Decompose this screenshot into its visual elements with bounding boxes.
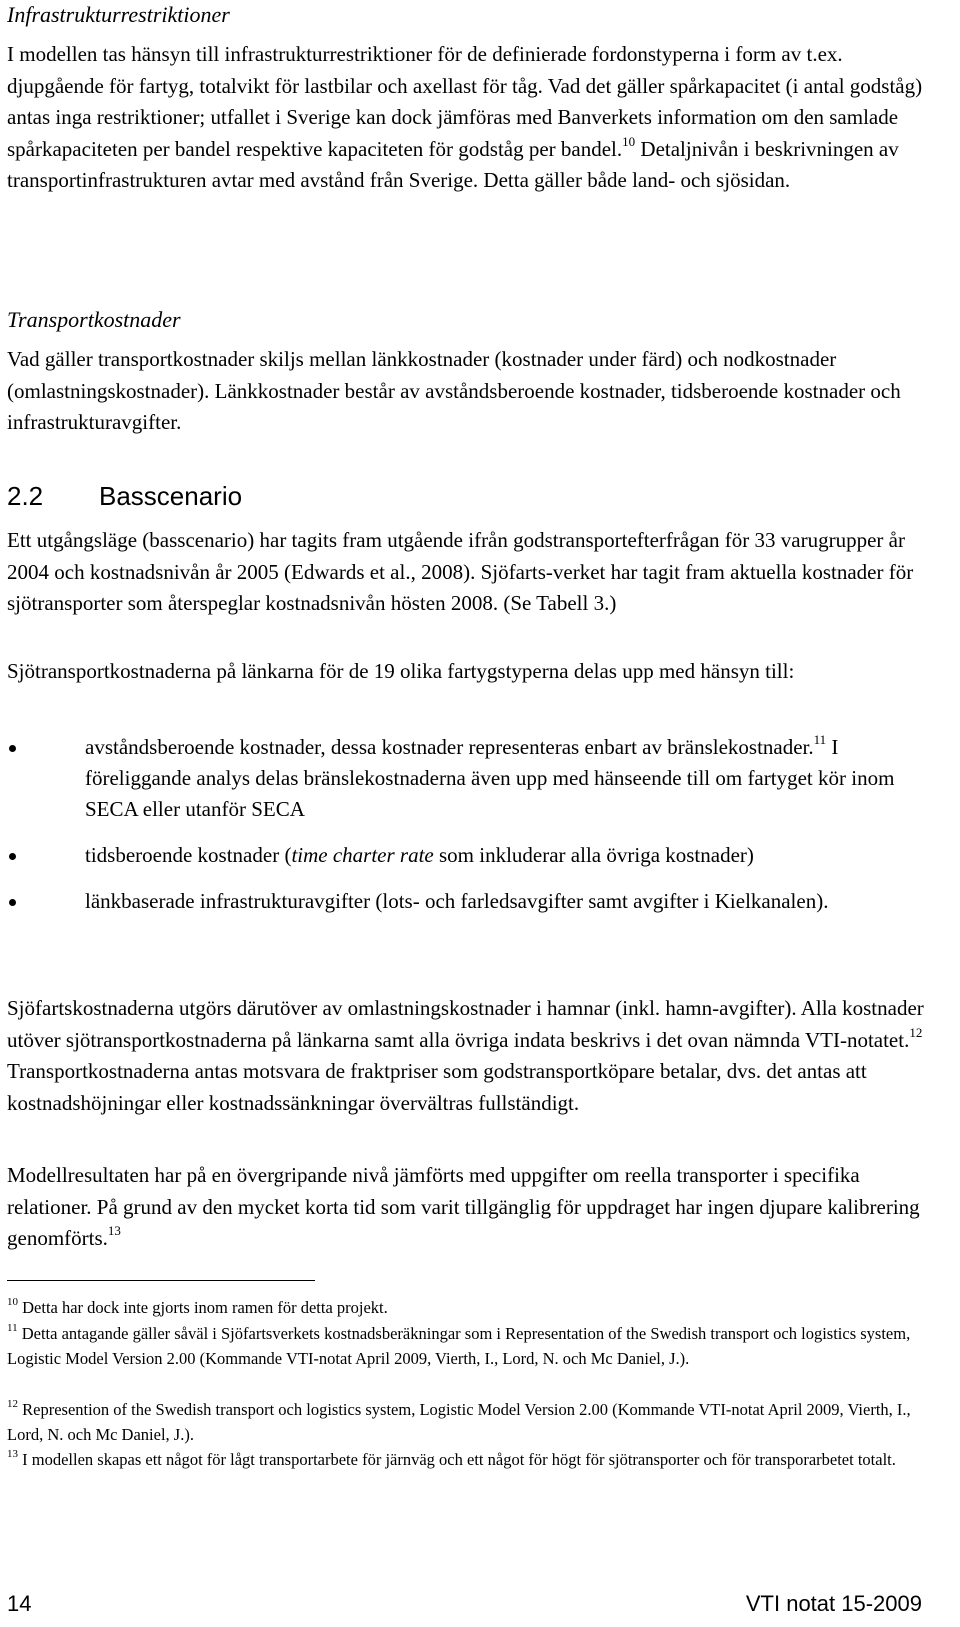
footnote xyxy=(7,1322,937,1371)
footnote-number: 13 xyxy=(7,1447,18,1460)
footnote xyxy=(7,1296,937,1321)
section-heading-transport-costs: Transportkostnader xyxy=(7,307,181,332)
paragraph-basscenario-1: Ett utgångsläge (basscenario) har tagits fram utgående ifrån godstransportefterfrågan för 33 varugrupper år 2004 och kostnadsnivån år 2005 (Edwards et al., 2008). Sjöfarts-verket har tagit fram aktuella kostnader för sjötransporter som återspeglar kostnadsnivån hösten 2008. (Se Tabell 3.) xyxy=(7,528,914,615)
bullet-1-text-a: avståndsberoende kostnader, dessa kostnader representeras enbart av bränslekostnader. xyxy=(85,735,814,759)
footnote-text: Detta antagande gäller såväl i Sjöfartsverkets kostnadsberäkningar som i Representation of the Swedish transport och logistics system, Logistic Model Version 2.00 (Kommande VTI-notat April 2009, Vierth, I., Lord, N. och Mc Daniel, J.). xyxy=(7,1324,911,1368)
bullet-2-text-a: tidsberoende kostnader ( xyxy=(85,843,292,867)
publication-id: VTI notat 15-2009 xyxy=(745,1591,922,1616)
cost-list xyxy=(7,732,937,917)
list-item xyxy=(7,886,937,917)
bullet-2-text-b: som inkluderar alla övriga kostnader) xyxy=(433,843,754,867)
footnote xyxy=(7,1398,937,1447)
footnote-text: I modellen skapas ett något för lågt transportarbete för järnväg och ett något för högt för sjötransporter och för transporarbetet totalt. xyxy=(22,1450,896,1469)
paragraph-infrastructure-text-b: Detaljnivån i beskrivningen av transportinfrastrukturen avtar med avstånd från Sverige. Detta gäller både land- och sjösidan. xyxy=(7,136,899,192)
paragraph-4-text: Modellresultaten har på en övergripande nivå jämförts med uppgifter om reella transporter i specifika relationer. På grund av den mycket korta tid som varit tillgänglig för uppdraget har ingen djupare kalibrering genomförts. xyxy=(7,1163,920,1250)
footnote-number: 12 xyxy=(7,1397,18,1410)
list-item xyxy=(7,732,937,825)
paragraph-basscenario-3 xyxy=(7,993,937,1119)
paragraph-infrastructure xyxy=(7,39,937,197)
list-item xyxy=(7,840,937,871)
footnote-ref-11: 11 xyxy=(813,732,827,747)
bullet-icon xyxy=(9,853,16,860)
section-title: Basscenario xyxy=(99,481,243,511)
page-number: 14 xyxy=(7,1591,32,1616)
footnote-ref-10: 10 xyxy=(622,133,636,149)
bullet-3-text: länkbaserade infrastrukturavgifter (lots- och farledsavgifter samt avgifter i Kielkanalen). xyxy=(85,889,829,913)
footnote-divider xyxy=(7,1280,315,1281)
paragraph-transport-costs: Vad gäller transportkostnader skiljs mellan länkkostnader (kostnader under färd) och nodkostnader (omlastningskostnader). Länkkostnader består av avståndsberoende kostnader, tidsberoende kostnader och infrastrukturavgifter. xyxy=(7,347,901,434)
footnote-number: 11 xyxy=(7,1321,18,1334)
footnote-number: 10 xyxy=(7,1295,18,1308)
section-heading-infrastructure: Infrastrukturrestriktioner xyxy=(7,2,230,27)
paragraph-infrastructure-text-a: I modellen tas hänsyn till infrastrukturrestriktioner för de definierade fordonstyperna i form av t.ex. djupgående för fartyg, totalvikt för lastbilar och axellast för tåg. Vad det gäller spårkapacitet (i antal godståg) antas inga restriktioner; utfallet i Sverige kan dock jämföras med Banverkets information om den samlade spårkapaciteten per bandel respektive kapaciteten för godståg per bandel. xyxy=(7,42,923,161)
bullet-2-italic: time charter rate xyxy=(291,843,434,867)
paragraph-basscenario-4 xyxy=(7,1160,937,1255)
paragraph-3-text-a: Sjöfartskostnaderna utgörs därutöver av omlastningskostnader i hamnar (inkl. hamn-avgifter). Alla kostnader utöver sjötransportkostnaderna på länkarna samt alla övriga indata beskrivs i det ovan nämnda VTI-notatet. xyxy=(7,996,924,1052)
bullet-1-text-b: I föreliggande analys delas bränslekostnaderna även upp med hänseende till om fartyget kör inom SECA eller utanför SECA xyxy=(85,735,895,821)
bullet-icon xyxy=(9,899,16,906)
footnote-text: Represention of the Swedish transport och logistics system, Logistic Model Version 2.00 (Kommande VTI-notat April 2009, Vierth, I., Lord, N. och Mc Daniel, J.). xyxy=(7,1400,911,1444)
section-number: 2.2 xyxy=(7,481,44,511)
paragraph-3-text-b: Transportkostnaderna antas motsvara de fraktpriser som godstransportköpare betalar, dvs. det antas att kostnadshöjningar eller kostnadssänkningar övervältras fullständigt. xyxy=(7,1059,867,1115)
footnote-ref-13: 13 xyxy=(107,1223,121,1238)
paragraph-basscenario-2: Sjötransportkostnaderna på länkarna för de 19 olika fartygstyperna delas upp med hänsyn till: xyxy=(7,659,795,683)
footnote-ref-12: 12 xyxy=(909,1024,923,1040)
footnote-text: Detta har dock inte gjorts inom ramen för detta projekt. xyxy=(22,1298,388,1317)
section-title-basscenario xyxy=(7,479,937,513)
bullet-icon xyxy=(9,745,16,752)
footnote xyxy=(7,1448,937,1473)
